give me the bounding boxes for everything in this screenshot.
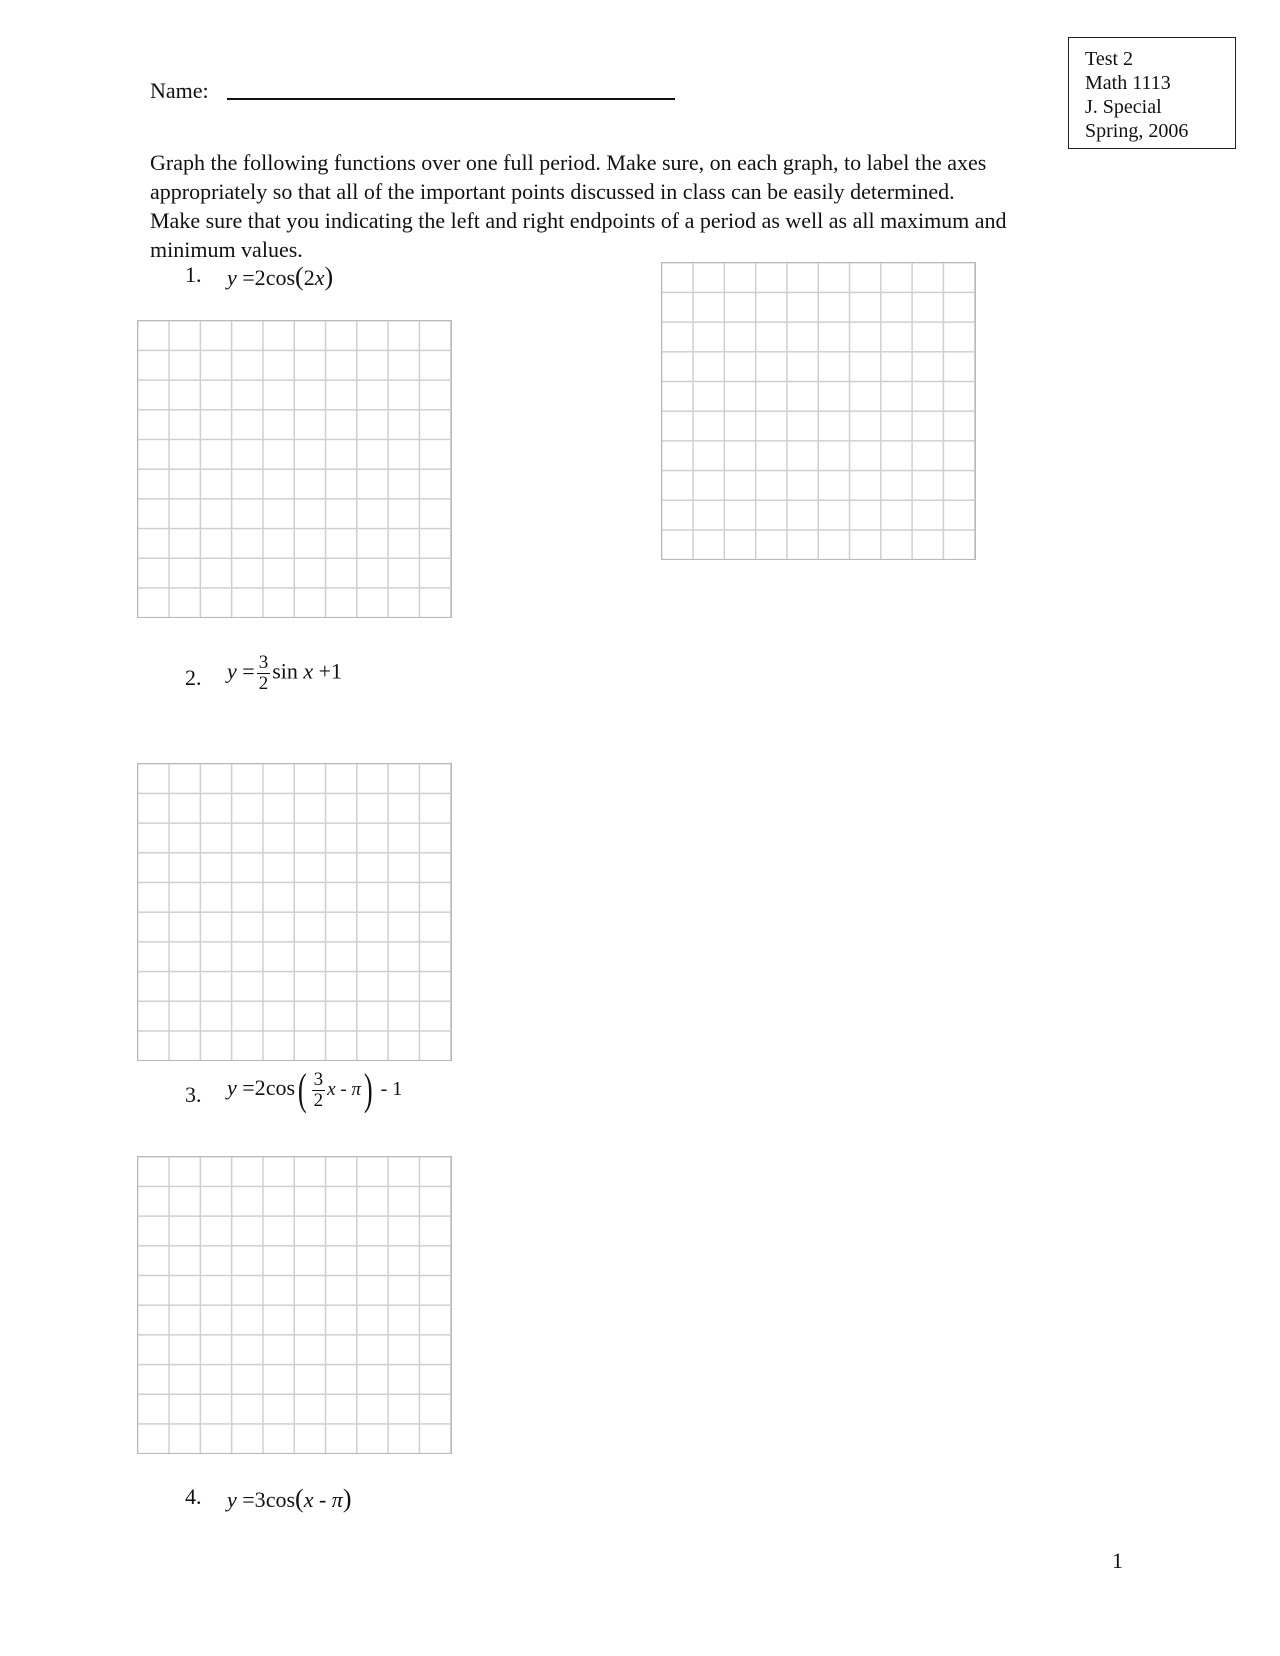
paren-open: ( <box>297 1065 307 1114</box>
instructions-line-4: minimum values. <box>150 237 303 262</box>
fraction <box>257 653 271 694</box>
problem-equation <box>227 1065 403 1114</box>
problem-number: 2. <box>185 665 202 690</box>
func-name: sin <box>272 658 298 684</box>
instructions-line-1: Graph the following functions over one full period. Make sure, on each graph, to label the axes <box>150 150 987 175</box>
paren: ( <box>295 262 304 291</box>
var-y: y <box>227 658 237 684</box>
course-label: Math 1113 <box>1085 72 1171 94</box>
var-y: y <box>227 1075 237 1101</box>
func-name: cos <box>265 1487 296 1512</box>
fraction <box>312 1070 326 1111</box>
paren: ( <box>295 1484 304 1513</box>
paren-close: ) <box>363 1065 373 1114</box>
var-x: x <box>327 1079 336 1101</box>
fraction-denominator: 2 <box>258 673 269 694</box>
problem-equation <box>227 262 333 292</box>
instructions-line-2: appropriately so that all of the important points discussed in class can be easily determined. <box>150 179 955 204</box>
func-name: cos <box>265 265 296 290</box>
course-info-box <box>1068 37 1236 149</box>
pi-symbol: π <box>331 1487 343 1512</box>
paren: ) <box>342 1484 352 1513</box>
eq-tail: +1 <box>313 658 343 684</box>
eq-part: =2 <box>236 1075 266 1101</box>
var-x: x <box>303 658 314 684</box>
func-name: cos <box>265 1075 296 1101</box>
var-x: x <box>314 265 325 290</box>
fraction-numerator: 3 <box>258 652 269 673</box>
instructions <box>150 148 1130 264</box>
eq-part: = <box>236 658 255 684</box>
name-blank-line[interactable] <box>227 98 675 100</box>
term-label: Spring, 2006 <box>1085 120 1189 142</box>
coefficient: 2 <box>303 265 315 290</box>
eq-tail: - 1 <box>375 1078 403 1101</box>
graph-grid-2[interactable] <box>137 763 452 1061</box>
instructions-line-3: Make sure that you indicating the left and right endpoints of a period as well as all maximum and <box>150 208 1007 233</box>
problem-equation <box>227 1484 351 1514</box>
instructor-label: J. Special <box>1085 96 1162 118</box>
graph-grid-3[interactable] <box>137 1156 452 1454</box>
fraction-numerator: 3 <box>313 1068 324 1090</box>
eq-part: =2 <box>236 265 266 290</box>
name-label: Name: <box>150 78 209 103</box>
graph-grid-1[interactable] <box>137 320 452 618</box>
minus-sign: - <box>335 1079 352 1101</box>
page-number: 1 <box>1112 1548 1123 1573</box>
var-y: y <box>227 265 237 290</box>
fraction-denominator: 2 <box>313 1089 324 1111</box>
problem-number: 3. <box>185 1082 202 1107</box>
eq-part: =3 <box>236 1487 266 1512</box>
var-y: y <box>227 1487 237 1512</box>
problem-number: 1. <box>185 262 202 287</box>
test-label: Test 2 <box>1085 48 1134 70</box>
pi-symbol: π <box>351 1079 361 1101</box>
paren: ) <box>324 262 334 291</box>
problem-number: 4. <box>185 1484 202 1509</box>
var-x: x <box>303 1487 314 1512</box>
minus-sign: - <box>313 1487 332 1512</box>
problem-equation <box>227 653 342 694</box>
graph-grid-extra[interactable] <box>661 262 976 560</box>
